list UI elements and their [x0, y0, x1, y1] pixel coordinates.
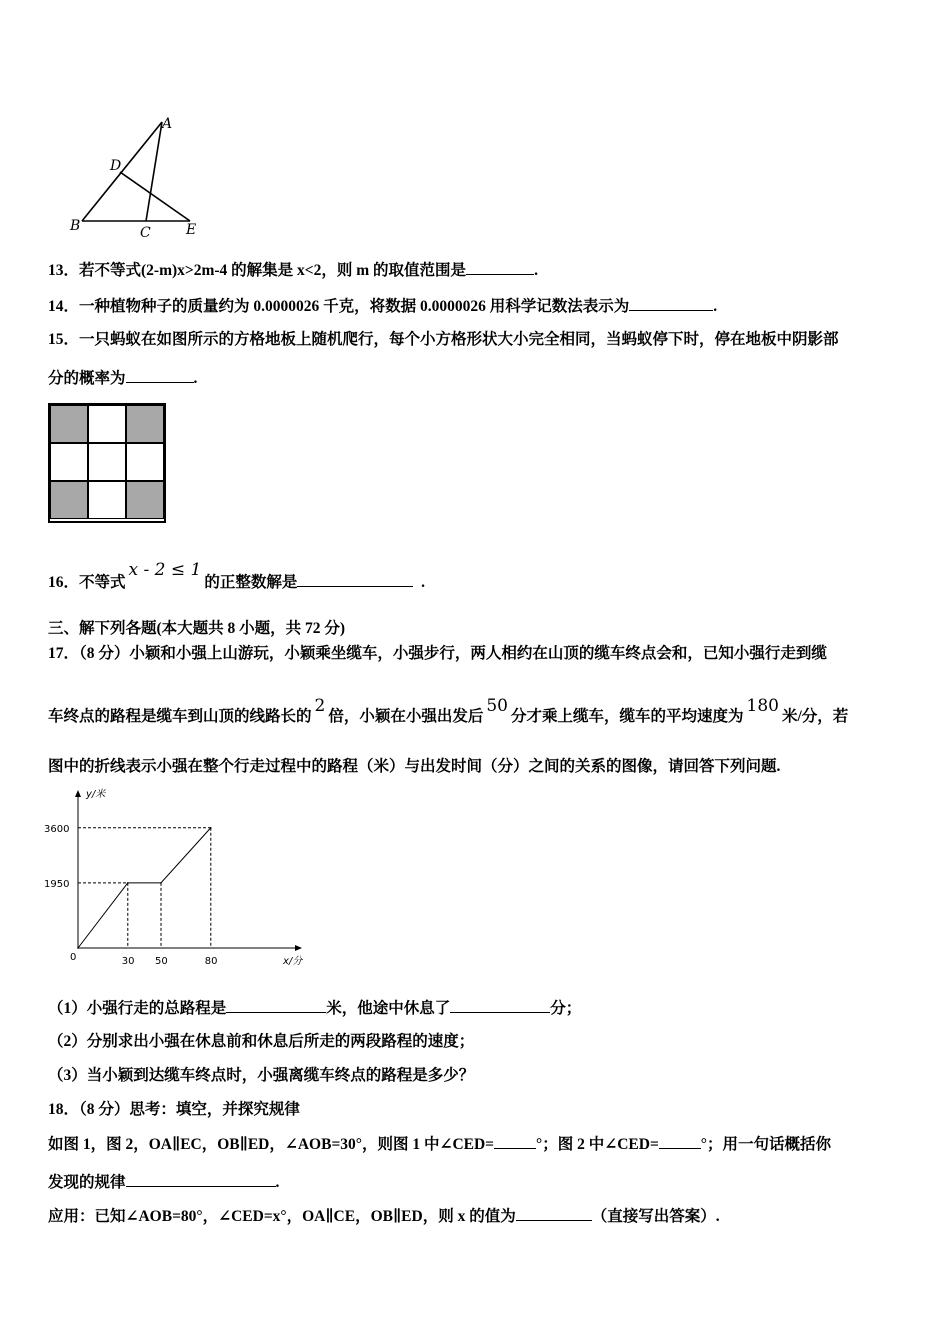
question-15-line1: [48, 330, 839, 350]
shaded-tile: [126, 405, 164, 443]
q18-x-blank[interactable]: [516, 1206, 592, 1221]
q17-ratio-number: 2: [314, 696, 326, 716]
q18-line2b: °；图 2 中∠CED=: [536, 1136, 659, 1153]
q18-line1: 18．（8 分）思考：填空，并探究规律: [48, 1101, 300, 1118]
section-3-heading: [48, 619, 345, 639]
question-17-line1: [48, 644, 827, 664]
shaded-tile: [126, 481, 164, 519]
q15-tail: .: [193, 370, 198, 387]
triangle-figure: [40, 110, 220, 240]
q17-sub3: [48, 1066, 474, 1086]
q18-line3: 发现的规律: [48, 1174, 126, 1191]
y-axis-label: y/米: [86, 789, 106, 800]
label-B: B: [70, 218, 81, 234]
q13-tail: .: [534, 262, 538, 279]
y-axis-arrow: [75, 790, 81, 797]
q16-tail: .: [421, 574, 425, 591]
series-line-xiaoqiang: [78, 828, 211, 948]
q16-prefix: 16．不等式: [48, 574, 126, 591]
q18-line4b: （直接写出答案）.: [591, 1208, 720, 1225]
q17-line3: 图中的折线表示小强在整个行走过程中的路程（米）与出发时间（分）之间的关系的图像，请回答下列问题.: [48, 758, 781, 775]
q18-line2a: 如图 1，图 2，OA∥EC，OB∥ED，∠AOB=30°，则图 1 中∠CED=: [48, 1136, 495, 1153]
q17-sub2-text: （2）分别求出小强在休息前和休息后所走的两段路程的速度；: [48, 1033, 475, 1050]
q18-fig1-blank[interactable]: [494, 1134, 536, 1149]
q17-line2d: 米/分，若: [781, 708, 849, 725]
question-13: [48, 260, 538, 281]
distance-time-chart: [40, 785, 320, 975]
q17-total-distance-blank[interactable]: [226, 998, 326, 1013]
origin-label: 0: [70, 952, 77, 963]
q17-delay-number: 50: [486, 696, 508, 716]
x-axis-label: x/分: [283, 956, 303, 967]
segment-DE: [120, 172, 190, 221]
q18-rule-blank[interactable]: [126, 1172, 276, 1187]
label-E: E: [186, 222, 197, 238]
blank-tile: [126, 443, 164, 481]
q17-sub2: [48, 1032, 474, 1052]
q18-line2c: °；用一句话概括你: [700, 1136, 831, 1153]
data-point: [77, 947, 79, 949]
question-14: [48, 296, 717, 317]
q14-text: 14．一种植物种子的质量约为 0.0000026 千克，将数据 0.0000026 用科学记数法表示为: [48, 298, 630, 315]
q14-tail: .: [713, 298, 718, 315]
q17-line2a: 车终点的路程是缆车到山顶的线路长的: [48, 708, 312, 725]
section-3-heading-text: 三、解下列各题(本大题共 8 小题，共 72 分): [48, 620, 346, 637]
y-tick-label: 1950: [44, 878, 70, 890]
question-18-line4: [48, 1206, 720, 1227]
q13-blank[interactable]: [466, 260, 534, 275]
segment-CA: [146, 122, 162, 221]
question-17-line3: [48, 757, 780, 777]
label-A: A: [162, 116, 173, 132]
q17-sub3-text: （3）当小颖到达缆车终点时，小强离缆车终点的路程是多少？: [48, 1067, 475, 1084]
q17-sub1-c: 分；: [550, 1000, 582, 1017]
q18-line4a: 应用：已知∠AOB=80°，∠CED=x°，OA∥CE，OB∥ED，则 x 的值为: [48, 1208, 516, 1225]
blank-tile: [88, 481, 126, 519]
question-17-line2: [48, 696, 849, 727]
y-tick-label: 3600: [44, 823, 70, 835]
q17-sub1-a: （1）小强行走的总路程是: [48, 1000, 227, 1017]
q16-inequality: x - 2 ≤ 1: [128, 560, 202, 580]
q17-line2c: 分才乘上缆车，缆车的平均速度为: [511, 708, 744, 725]
question-18-line3: [48, 1172, 279, 1193]
q17-speed-number: 180: [746, 696, 779, 716]
q17-line1: 17．（8 分）小颖和小强上山游玩，小颖乘坐缆车，小强步行，两人相约在山顶的缆车终点会和，已知小强行走到缆: [48, 645, 827, 662]
shaded-tile: [50, 405, 88, 443]
q18-fig2-blank[interactable]: [659, 1134, 701, 1149]
blank-tile: [88, 405, 126, 443]
blank-tile: [50, 443, 88, 481]
question-15-line2: [48, 368, 197, 389]
label-D: D: [110, 158, 122, 174]
q17-rest-time-blank[interactable]: [450, 998, 550, 1013]
q14-blank[interactable]: [629, 296, 713, 311]
q15-line1: 15．一只蚂蚁在如图所示的方格地板上随机爬行，每个小方格形状大小完全相同，当蚂蚁停下时，停在地板中阴影部: [48, 331, 839, 348]
label-C: C: [140, 225, 151, 240]
q17-sub1: [48, 998, 581, 1019]
q15-line2: 分的概率为: [48, 370, 126, 387]
x-tick-label: 50: [155, 956, 168, 967]
question-16: [48, 560, 425, 593]
q16-blank[interactable]: [297, 572, 413, 587]
blank-tile: [88, 443, 126, 481]
tile-grid: [48, 403, 166, 523]
x-tick-label: 80: [204, 956, 218, 967]
q17-sub1-b: 米，他途中休息了: [326, 1000, 451, 1017]
segment-BA: [82, 122, 162, 221]
shaded-tile: [50, 481, 88, 519]
q15-blank[interactable]: [126, 368, 194, 383]
q13-text: 13．若不等式(2-m)x>2m-4 的解集是 x<2，则 m 的取值范围是: [48, 262, 467, 279]
q18-line3-tail: .: [275, 1174, 280, 1191]
x-tick-label: 30: [121, 956, 135, 967]
x-axis-arrow: [295, 945, 302, 951]
q16-suffix: 的正整数解是: [204, 574, 298, 591]
q17-line2b: 倍，小颖在小强出发后: [328, 708, 484, 725]
question-18-line2: [48, 1134, 831, 1155]
question-18-line1: [48, 1100, 300, 1120]
